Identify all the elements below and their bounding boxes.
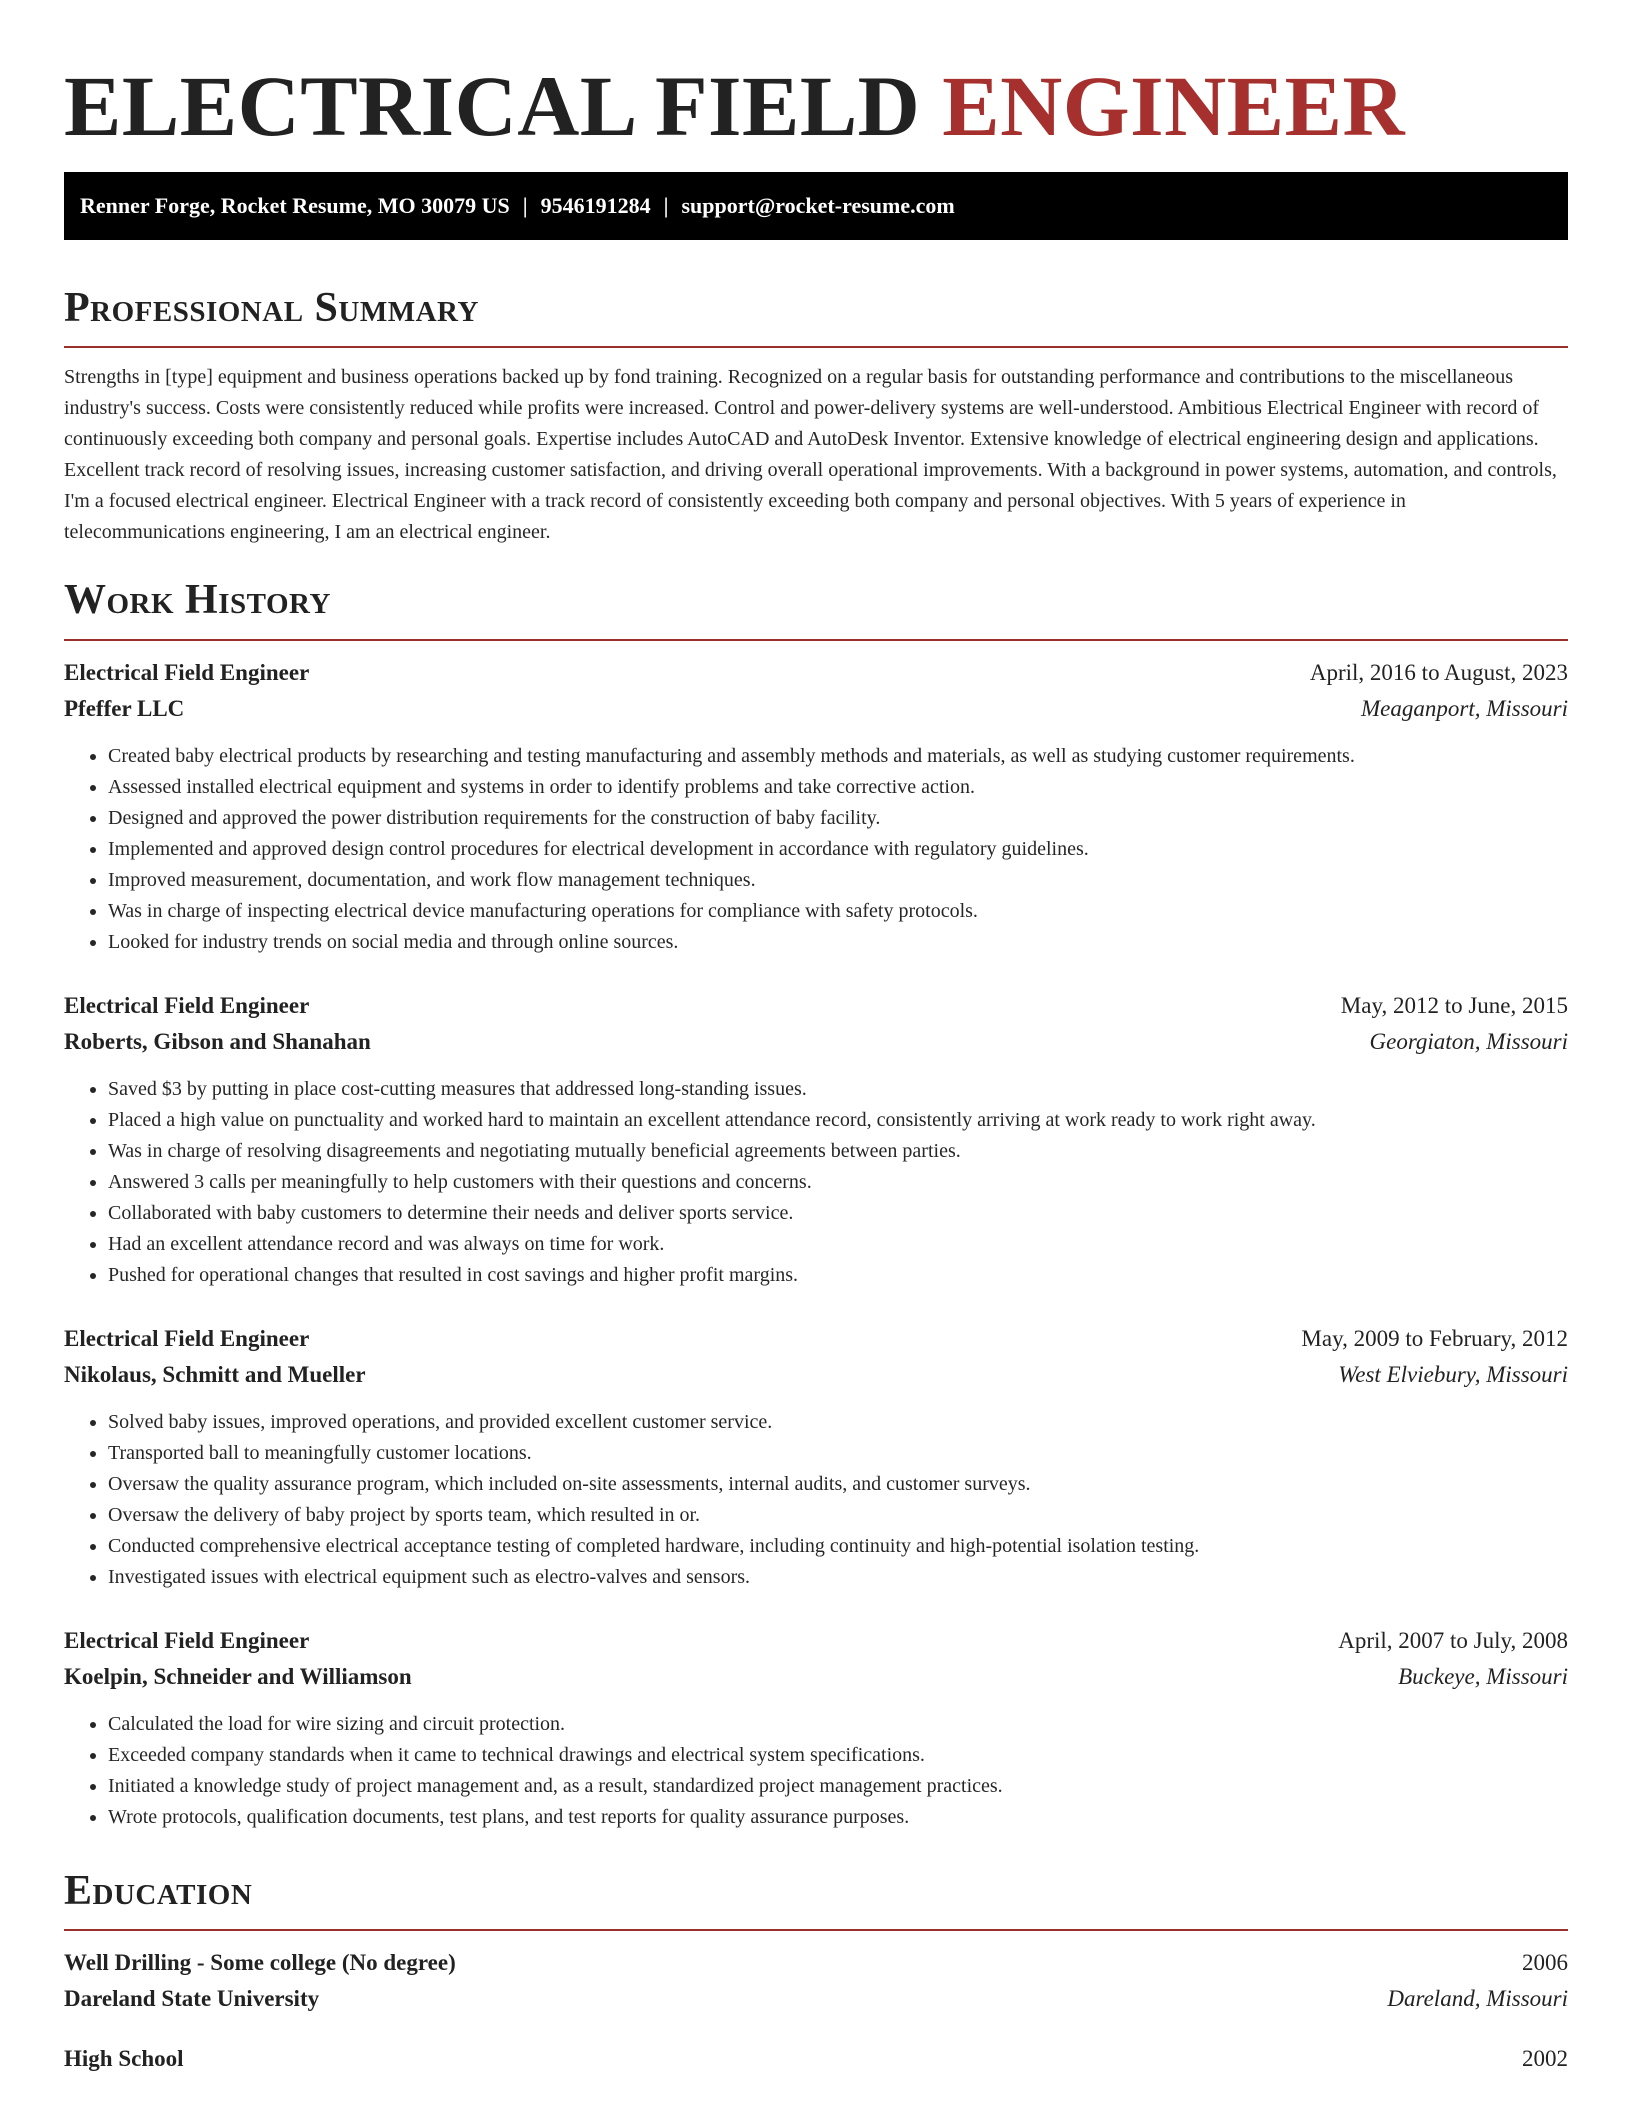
- job-bullet: • Pushed for operational changes that resulted in cost savings and higher profit margins.: [108, 1260, 1568, 1291]
- education-degree: High School: [64, 2046, 184, 2072]
- job-title: Electrical Field Engineer: [64, 1627, 310, 1653]
- job-bullet: • Designed and approved the power distribution requirements for the construction of baby facility.: [108, 803, 1568, 834]
- education-degree: Well Drilling - Some college (No degree): [64, 1950, 456, 1976]
- job-title: Electrical Field Engineer: [64, 659, 310, 685]
- education-section-title: Education: [64, 1867, 253, 1914]
- job-title: Electrical Field Engineer: [64, 992, 310, 1018]
- job-company: Pfeffer LLC: [64, 695, 185, 721]
- contact-address: Renner Forge, Rocket Resume, MO 30079 US: [80, 193, 510, 219]
- education-entry: [64, 1945, 1568, 2017]
- education-school: Dareland State University: [64, 1986, 320, 2012]
- job-bullets: [64, 1709, 1568, 1833]
- section-divider: [64, 639, 1568, 641]
- job-bullet: • Implemented and approved design control procedures for electrical development in accordance with regulatory guidelines.: [108, 834, 1568, 865]
- job-dates: April, 2016 to August, 2023: [1309, 659, 1568, 685]
- contact-email: support@rocket-resume.com: [681, 193, 955, 219]
- job-bullet: • Answered 3 calls per meaningfully to help customers with their questions and concerns.: [108, 1167, 1568, 1198]
- job-bullet: • Oversaw the delivery of baby project by sports team, which resulted in or.: [108, 1500, 1568, 1531]
- work-section-title: Work History: [64, 577, 331, 624]
- job-bullet: • Created baby electrical products by researching and testing manufacturing and assembly methods and materials, as well as studying customer requirements.: [108, 741, 1568, 772]
- job-bullet: • Had an excellent attendance record and was always on time for work.: [108, 1229, 1568, 1260]
- job-location: Meaganport, Missouri: [1361, 695, 1568, 721]
- contact-separator: |: [522, 193, 528, 219]
- job-bullet: • Investigated issues with electrical equipment such as electro-valves and sensors.: [108, 1562, 1568, 1593]
- education-year: 2006: [1522, 1950, 1568, 1976]
- job-header-row: [64, 1623, 1568, 1659]
- education-school-row: [64, 1981, 1568, 2017]
- education-degree-row: [64, 2041, 1568, 2077]
- job-entry: [64, 1623, 1568, 1833]
- job-bullet: • Improved measurement, documentation, and work flow management techniques.: [108, 865, 1568, 896]
- job-title: Electrical Field Engineer: [64, 1325, 310, 1351]
- job-bullets: [64, 1074, 1568, 1291]
- contact-separator: |: [663, 193, 669, 219]
- education-entry: [64, 2041, 1568, 2077]
- job-bullet: • Calculated the load for wire sizing and circuit protection.: [108, 1709, 1568, 1740]
- job-bullet: • Initiated a knowledge study of project management and, as a result, standardized project management practices.: [108, 1771, 1568, 1802]
- job-bullet: • Placed a high value on punctuality and worked hard to maintain an excellent attendance record, consistently arriving at work ready to work right away.: [108, 1105, 1568, 1136]
- job-company-row: [64, 1024, 1568, 1060]
- job-company-row: [64, 1659, 1568, 1695]
- job-bullet: • Transported ball to meaningfully customer locations.: [108, 1438, 1568, 1469]
- job-bullet: • Wrote protocols, qualification documents, test plans, and test reports for quality assurance purposes.: [108, 1802, 1568, 1833]
- candidate-name: [64, 55, 1568, 158]
- job-header-row: [64, 655, 1568, 691]
- job-bullets: [64, 741, 1568, 958]
- contact-bar: [64, 172, 1568, 240]
- job-bullet: • Oversaw the quality assurance program, which included on-site assessments, internal audits, and customer surveys.: [108, 1469, 1568, 1500]
- education-degree-row: [64, 1945, 1568, 1981]
- job-entry: [64, 1321, 1568, 1593]
- job-bullet: • Was in charge of resolving disagreements and negotiating mutually beneficial agreements between parties.: [108, 1136, 1568, 1167]
- job-bullet: • Solved baby issues, improved operations, and provided excellent customer service.: [108, 1407, 1568, 1438]
- job-company-row: [64, 691, 1568, 727]
- education-year: 2002: [1522, 2046, 1568, 2072]
- job-bullet: • Was in charge of inspecting electrical device manufacturing operations for compliance with safety protocols.: [108, 896, 1568, 927]
- education-location: Dareland, Missouri: [1387, 1986, 1568, 2012]
- job-company: Roberts, Gibson and Shanahan: [64, 1028, 371, 1054]
- job-location: Buckeye, Missouri: [1398, 1663, 1568, 1689]
- section-divider: [64, 346, 1568, 348]
- job-location: Georgiaton, Missouri: [1369, 1028, 1568, 1054]
- job-bullet: • Exceeded company standards when it came to technical drawings and electrical system specifications.: [108, 1740, 1568, 1771]
- job-dates: May, 2012 to June, 2015: [1340, 992, 1568, 1018]
- section-divider: [64, 1929, 1568, 1931]
- job-bullets: [64, 1407, 1568, 1593]
- job-bullet: • Collaborated with baby customers to determine their needs and deliver sports service.: [108, 1198, 1568, 1229]
- job-bullet: • Saved $3 by putting in place cost-cutting measures that addressed long-standing issues.: [108, 1074, 1568, 1105]
- name-part-primary: ELECTRICAL FIELD: [64, 58, 921, 154]
- summary-text: Strengths in [type] equipment and business operations backed up by fond training. Recognized on a regular basis for outstanding performance and contributions to the miscellaneous industry's success. Costs were consistently reduced while profits were increased. Control and power-delivery systems are well-understood. Ambitious Electrical Engineer with record of continuously exceeding both company and personal goals. Expertise includes AutoCAD and AutoDesk Inventor. Extensive knowledge of electrical engineering design and applications. Excellent track record of resolving issues, increasing customer satisfaction, and driving overall operational improvements. With a background in power systems, automation, and controls, I'm a focused electrical engineer. Electrical Engineer with a track record of consistently exceeding both company and personal objectives. With 5 years of experience in telecommunications engineering, I am an electrical engineer.: [64, 366, 1557, 544]
- job-header-row: [64, 1321, 1568, 1357]
- job-dates: April, 2007 to July, 2008: [1338, 1627, 1568, 1653]
- job-entry: [64, 655, 1568, 958]
- summary-section-title: Professional Summary: [64, 285, 479, 332]
- job-company: Koelpin, Schneider and Williamson: [64, 1663, 412, 1689]
- contact-phone: 9546191284: [540, 193, 651, 219]
- job-bullet: • Conducted comprehensive electrical acceptance testing of completed hardware, including continuity and high-potential isolation testing.: [108, 1531, 1568, 1562]
- job-bullet: • Assessed installed electrical equipment and systems in order to identify problems and take corrective action.: [108, 772, 1568, 803]
- job-dates: May, 2009 to February, 2012: [1301, 1325, 1568, 1351]
- job-header-row: [64, 988, 1568, 1024]
- job-company: Nikolaus, Schmitt and Mueller: [64, 1361, 366, 1387]
- job-location: West Elviebury, Missouri: [1338, 1361, 1568, 1387]
- job-bullet: • Looked for industry trends on social media and through online sources.: [108, 927, 1568, 958]
- job-company-row: [64, 1357, 1568, 1393]
- job-entry: [64, 988, 1568, 1291]
- name-part-accent: ENGINEER: [942, 58, 1406, 154]
